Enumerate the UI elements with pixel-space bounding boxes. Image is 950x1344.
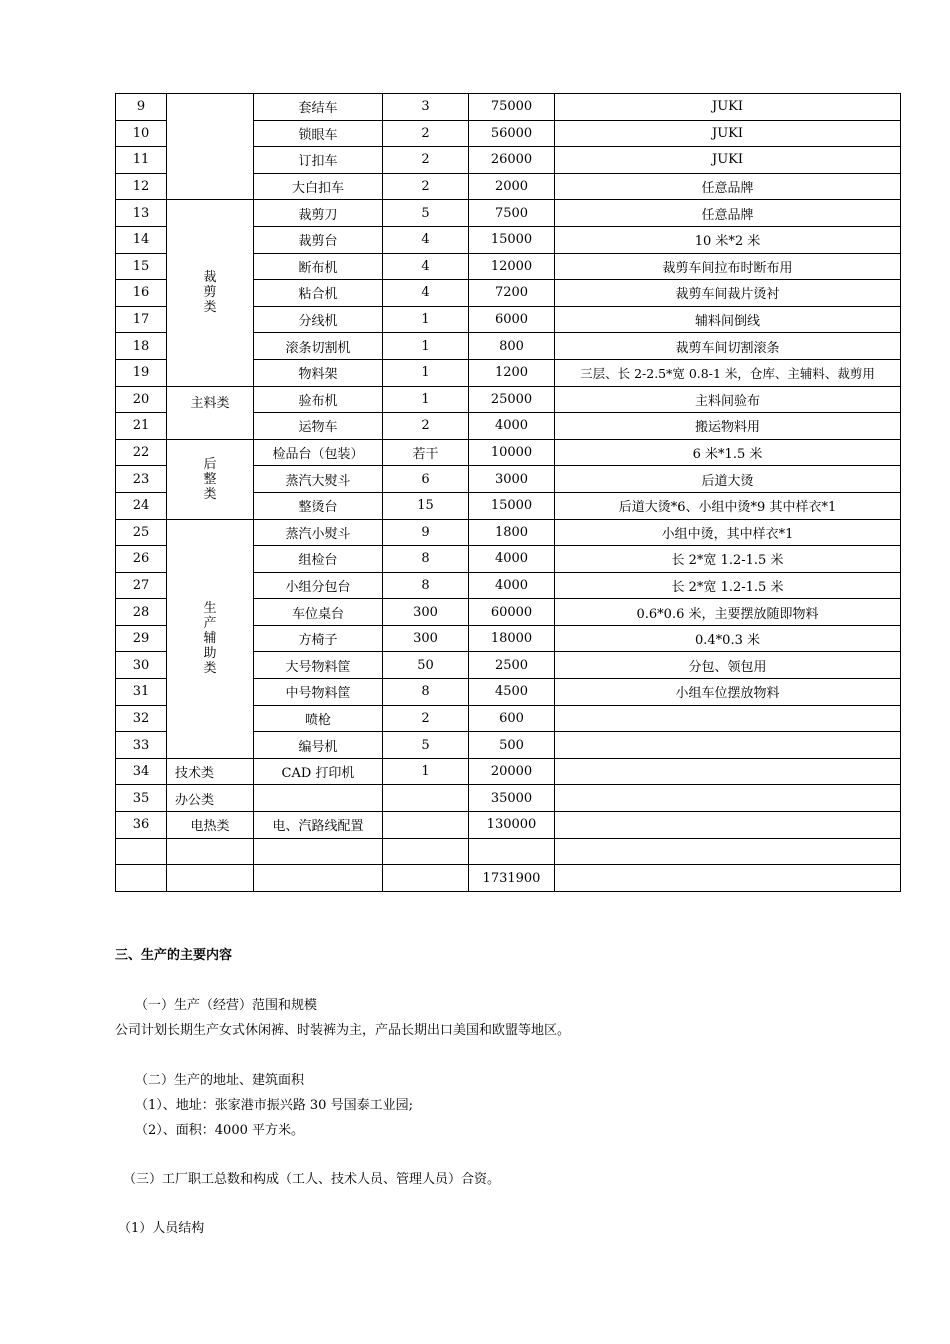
category-char: 生 <box>203 601 217 617</box>
item-name: 裁剪刀 <box>254 200 383 227</box>
item-name: 验布机 <box>254 386 383 413</box>
category-cell-production-aux <box>167 519 254 758</box>
item-note: JUKI <box>555 120 901 147</box>
subsection-title-address: （二）生产的地址、建筑面积 <box>135 1073 305 1088</box>
item-amount: 18000 <box>469 625 555 652</box>
item-amount: 20000 <box>469 758 555 785</box>
item-name: 蒸汽小熨斗 <box>254 519 383 546</box>
item-amount: 3000 <box>469 466 555 493</box>
item-note: JUKI <box>555 147 901 174</box>
item-note <box>555 732 901 759</box>
address-line: （1）、地址：张家港市振兴路 30 号国泰工业园; <box>135 1098 413 1113</box>
item-note: 任意品牌 <box>555 200 901 227</box>
empty-cell <box>555 838 901 865</box>
item-amount: 56000 <box>469 120 555 147</box>
item-quantity: 5 <box>383 200 469 227</box>
item-quantity: 8 <box>383 572 469 599</box>
section-heading: 三、生产的主要内容 <box>115 948 233 963</box>
item-quantity: 300 <box>383 599 469 626</box>
row-number: 12 <box>116 173 167 200</box>
item-amount: 7200 <box>469 280 555 307</box>
table-row <box>116 200 901 227</box>
item-name: 裁剪台 <box>254 226 383 253</box>
item-note: 裁剪车间切割滚条 <box>555 333 901 360</box>
item-amount: 15000 <box>469 492 555 519</box>
item-quantity: 8 <box>383 546 469 573</box>
item-name: 蒸汽大熨斗 <box>254 466 383 493</box>
row-number: 31 <box>116 679 167 706</box>
item-quantity: 4 <box>383 253 469 280</box>
empty-cell <box>555 865 901 892</box>
item-note: 长 2*宽 1.2-1.5 米 <box>555 572 901 599</box>
item-quantity: 300 <box>383 625 469 652</box>
item-note <box>555 705 901 732</box>
row-number: 34 <box>116 758 167 785</box>
empty-cell <box>383 865 469 892</box>
staff-structure-item: （1）人员结构 <box>118 1221 205 1236</box>
row-number: 26 <box>116 546 167 573</box>
row-number: 36 <box>116 812 167 839</box>
item-note: 主料间验布 <box>555 386 901 413</box>
item-name: 物料架 <box>254 359 383 386</box>
item-name: 粘合机 <box>254 280 383 307</box>
item-quantity: 4 <box>383 226 469 253</box>
item-note: 后道大烫*6、小组中烫*9 其中样衣*1 <box>555 492 901 519</box>
item-note: 裁剪车间拉布时断布用 <box>555 253 901 280</box>
category-label <box>203 270 216 315</box>
item-note: 0.6*0.6 米，主要摆放随即物料 <box>555 599 901 626</box>
item-quantity: 2 <box>383 413 469 440</box>
row-number: 15 <box>116 253 167 280</box>
item-note: JUKI <box>555 94 901 121</box>
item-note: 小组中烫，其中样衣*1 <box>555 519 901 546</box>
item-amount: 2500 <box>469 652 555 679</box>
item-note: 搬运物料用 <box>555 413 901 440</box>
item-amount: 600 <box>469 705 555 732</box>
category-char: 辅 <box>203 631 217 647</box>
row-number: 22 <box>116 439 167 466</box>
item-note: 裁剪车间裁片烫衬 <box>555 280 901 307</box>
equipment-table <box>115 93 901 892</box>
item-name: 方椅子 <box>254 625 383 652</box>
item-name: 检品台（包装） <box>254 439 383 466</box>
item-note <box>555 785 901 812</box>
table-row <box>116 386 901 413</box>
row-number: 18 <box>116 333 167 360</box>
total-amount: 1731900 <box>469 865 555 892</box>
item-name: 编号机 <box>254 732 383 759</box>
item-amount: 800 <box>469 333 555 360</box>
item-amount: 4000 <box>469 572 555 599</box>
item-quantity: 6 <box>383 466 469 493</box>
item-amount: 6000 <box>469 306 555 333</box>
row-number: 13 <box>116 200 167 227</box>
item-quantity: 15 <box>383 492 469 519</box>
item-note: 6 米*1.5 米 <box>555 439 901 466</box>
category-label: 主料类 <box>190 395 230 411</box>
category-char: 整 <box>203 471 217 487</box>
item-name: 套结车 <box>254 94 383 121</box>
item-note: 小组车位摆放物料 <box>555 679 901 706</box>
category-cell-finishing <box>167 439 254 519</box>
row-number: 24 <box>116 492 167 519</box>
item-amount: 500 <box>469 732 555 759</box>
item-name: 断布机 <box>254 253 383 280</box>
row-number: 19 <box>116 359 167 386</box>
item-amount: 2000 <box>469 173 555 200</box>
item-note: 0.4*0.3 米 <box>555 625 901 652</box>
item-name <box>254 785 383 812</box>
empty-cell <box>167 838 254 865</box>
item-amount: 7500 <box>469 200 555 227</box>
item-quantity: 4 <box>383 280 469 307</box>
item-name: 运物车 <box>254 413 383 440</box>
item-note: 辅料间倒线 <box>555 306 901 333</box>
item-amount: 15000 <box>469 226 555 253</box>
item-name: 整烫台 <box>254 492 383 519</box>
item-amount: 60000 <box>469 599 555 626</box>
item-name: 中号物料筐 <box>254 679 383 706</box>
item-quantity: 1 <box>383 333 469 360</box>
item-quantity: 若干 <box>383 439 469 466</box>
item-quantity: 3 <box>383 94 469 121</box>
item-quantity: 2 <box>383 147 469 174</box>
item-note: 10 米*2 米 <box>555 226 901 253</box>
item-amount: 10000 <box>469 439 555 466</box>
item-amount: 12000 <box>469 253 555 280</box>
empty-cell <box>167 865 254 892</box>
category-label <box>203 457 216 502</box>
category-cell-main-material <box>167 386 254 439</box>
item-amount: 4000 <box>469 413 555 440</box>
row-number: 23 <box>116 466 167 493</box>
item-note: 长 2*宽 1.2-1.5 米 <box>555 546 901 573</box>
row-number: 35 <box>116 785 167 812</box>
item-name: 小组分包台 <box>254 572 383 599</box>
item-note: 任意品牌 <box>555 173 901 200</box>
table-row-total <box>116 865 901 892</box>
item-amount: 26000 <box>469 147 555 174</box>
subsection-title-scope: （一）生产（经营）范围和规模 <box>135 998 318 1013</box>
item-name: 车位桌台 <box>254 599 383 626</box>
item-name: 大白扣车 <box>254 173 383 200</box>
item-quantity <box>383 812 469 839</box>
row-number: 32 <box>116 705 167 732</box>
row-number: 9 <box>116 94 167 121</box>
item-quantity: 2 <box>383 120 469 147</box>
table-row <box>116 785 901 812</box>
item-name: 锁眼车 <box>254 120 383 147</box>
item-amount: 4500 <box>469 679 555 706</box>
table-row <box>116 94 901 121</box>
row-number: 21 <box>116 413 167 440</box>
row-number: 16 <box>116 280 167 307</box>
category-cell-electric: 电热类 <box>167 812 254 839</box>
category-char: 类 <box>203 661 217 677</box>
item-amount: 1800 <box>469 519 555 546</box>
row-number: 33 <box>116 732 167 759</box>
item-amount: 1200 <box>469 359 555 386</box>
item-name: CAD 打印机 <box>254 758 383 785</box>
category-char: 类 <box>203 300 217 316</box>
item-note <box>555 758 901 785</box>
table-row <box>116 519 901 546</box>
item-name: 组检台 <box>254 546 383 573</box>
empty-cell <box>116 865 167 892</box>
row-number: 20 <box>116 386 167 413</box>
empty-cell <box>254 838 383 865</box>
empty-cell <box>254 865 383 892</box>
item-note: 后道大烫 <box>555 466 901 493</box>
row-number: 28 <box>116 599 167 626</box>
item-quantity: 9 <box>383 519 469 546</box>
category-char: 后 <box>203 456 217 472</box>
item-quantity: 1 <box>383 386 469 413</box>
item-amount: 25000 <box>469 386 555 413</box>
table-row <box>116 812 901 839</box>
area-line: （2）、面积：4000 平方米。 <box>135 1123 304 1138</box>
item-name: 分线机 <box>254 306 383 333</box>
empty-cell <box>116 838 167 865</box>
row-number: 27 <box>116 572 167 599</box>
row-number: 17 <box>116 306 167 333</box>
row-number: 11 <box>116 147 167 174</box>
item-quantity: 50 <box>383 652 469 679</box>
item-amount: 130000 <box>469 812 555 839</box>
item-name: 大号物料筐 <box>254 652 383 679</box>
subsection-title-staff: （三）工厂职工总数和构成（工人、技术人员、管理人员）合资。 <box>123 1172 501 1187</box>
item-name: 滚条切割机 <box>254 333 383 360</box>
table-row-empty <box>116 838 901 865</box>
table-row <box>116 439 901 466</box>
item-name: 电、汽路线配置 <box>254 812 383 839</box>
row-number: 25 <box>116 519 167 546</box>
item-name: 喷枪 <box>254 705 383 732</box>
row-number: 30 <box>116 652 167 679</box>
category-char: 助 <box>203 646 217 662</box>
item-quantity: 5 <box>383 732 469 759</box>
category-char: 剪 <box>203 285 217 301</box>
category-char: 产 <box>203 616 217 632</box>
table-row <box>116 758 901 785</box>
row-number: 29 <box>116 625 167 652</box>
item-quantity: 1 <box>383 359 469 386</box>
category-char: 类 <box>203 486 217 502</box>
empty-cell <box>469 838 555 865</box>
item-quantity: 2 <box>383 705 469 732</box>
item-quantity: 1 <box>383 306 469 333</box>
category-cell-tech: 技术类 <box>167 758 254 785</box>
category-label <box>203 601 216 676</box>
item-quantity: 8 <box>383 679 469 706</box>
item-quantity: 1 <box>383 758 469 785</box>
item-amount: 35000 <box>469 785 555 812</box>
item-quantity: 2 <box>383 173 469 200</box>
subsection-text-scope: 公司计划长期生产女式休闲裤、时装裤为主，产品长期出口美国和欧盟等地区。 <box>115 1023 571 1038</box>
item-name: 订扣车 <box>254 147 383 174</box>
item-note: 三层、长 2-2.5*宽 0.8-1 米，仓库、主辅料、裁剪用 <box>555 359 901 386</box>
category-cell-cutting <box>167 200 254 386</box>
item-quantity <box>383 785 469 812</box>
item-amount: 4000 <box>469 546 555 573</box>
item-amount: 75000 <box>469 94 555 121</box>
category-cell <box>167 94 254 200</box>
item-note <box>555 812 901 839</box>
category-char: 裁 <box>203 270 217 286</box>
empty-cell <box>383 838 469 865</box>
category-cell-office: 办公类 <box>167 785 254 812</box>
row-number: 14 <box>116 226 167 253</box>
row-number: 10 <box>116 120 167 147</box>
item-note: 分包、领包用 <box>555 652 901 679</box>
